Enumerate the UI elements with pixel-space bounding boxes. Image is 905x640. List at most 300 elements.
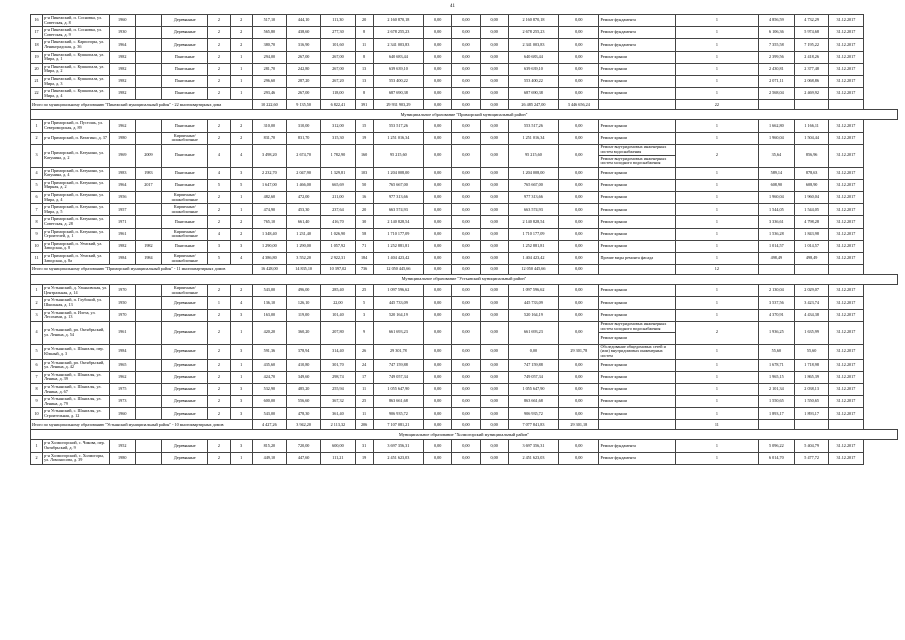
cell-p: 20 [355, 204, 373, 216]
table-row [31, 15, 898, 27]
cell-v2: 0,00 [424, 371, 452, 383]
repair-type-item: Ремонт внутридомовых инженерных систем холодного водоснабжения [600, 155, 667, 166]
cell-f: 5 [208, 253, 230, 265]
cell-v6: 0,00 [559, 88, 599, 100]
cell-v3: 0,00 [452, 167, 480, 179]
total-empty [829, 420, 863, 430]
cell-year2 [135, 63, 161, 75]
cell-deadline: 31.12.2017 [829, 321, 863, 344]
cell-v1: 2 678 255,23 [373, 27, 423, 39]
cell-a2: 444,10 [287, 15, 321, 27]
cell-a3: 314,40 [321, 344, 355, 359]
total-empty [795, 420, 829, 430]
cell-p: 58 [355, 228, 373, 240]
cell-v2: 0,00 [424, 63, 452, 75]
cell-mat: Деревянные [162, 359, 208, 371]
row-number: 10 [31, 408, 43, 420]
cell-year: 1971 [109, 216, 135, 228]
cell-count: 1 [676, 228, 759, 240]
cell-v5: 1 710 177,09 [508, 228, 558, 240]
cell-mat: Кирпичные/ шлакоблочные [162, 253, 208, 265]
cell-mat: Панельные [162, 63, 208, 75]
cell-mat: Деревянные [162, 39, 208, 51]
cell-a1: 163,00 [252, 309, 286, 321]
cell-v6: 0,00 [559, 452, 599, 464]
cell-a3: 267,20 [321, 75, 355, 87]
cell-deadline: 31.12.2017 [829, 309, 863, 321]
cell-year: 1961 [109, 321, 135, 344]
address-cell: р-н Пинежский, с. Кушкопала, ул. Мира, д. 3 [43, 75, 110, 87]
total-a3: 2 113,32 [321, 420, 355, 430]
cell-a1: 765,10 [252, 216, 286, 228]
table-row [31, 120, 898, 132]
cell-v2: 0,00 [424, 192, 452, 204]
cell-cost-per-m2: 1 662,80 [758, 120, 794, 132]
cell-v1: 1 097 596,62 [373, 285, 423, 297]
cell-p: 50 [355, 179, 373, 191]
cell-v5: 2 160 870,18 [508, 15, 558, 27]
cell-v2: 0,00 [424, 15, 452, 27]
cell-v6: 0,00 [559, 63, 599, 75]
cell-a3: 416,70 [321, 216, 355, 228]
cell-a1: 482,60 [252, 192, 286, 204]
cell-f: 2 [208, 285, 230, 297]
repair-type-cell: Прочие виды ремонта фасада [599, 253, 676, 265]
cell-cost-per-m2: 2 071,11 [758, 75, 794, 87]
cell-v3: 0,00 [452, 132, 480, 144]
cell-deadline: 31.12.2017 [829, 63, 863, 75]
cell-p: 24 [355, 359, 373, 371]
cell-year2 [135, 408, 161, 420]
cell-v1: 1 710 177,09 [373, 228, 423, 240]
cell-mat: Деревянные [162, 321, 208, 344]
cell-v6: 0,00 [559, 253, 599, 265]
table-row [31, 452, 898, 464]
cell-e: 4 [230, 144, 252, 167]
cell-year: 1982 [109, 240, 135, 252]
cell-year: 1980 [109, 452, 135, 464]
cell-a1: 600,00 [252, 396, 286, 408]
cell-mat: Панельные [162, 75, 208, 87]
table-row [31, 51, 898, 63]
cell-v4: 0,00 [480, 132, 508, 144]
cell-max-cost-per-m2: 3 423,74 [795, 297, 829, 309]
cell-cost-per-m2: 1 536,28 [758, 228, 794, 240]
cell-e: 3 [230, 396, 252, 408]
cell-v1: 639 639,10 [373, 63, 423, 75]
cell-v3: 0,00 [452, 344, 480, 359]
row-number: 2 [31, 297, 43, 309]
cell-count: 1 [676, 452, 759, 464]
cell-a3: 1 782,90 [321, 144, 355, 167]
cell-v1: 2 451 623,03 [373, 452, 423, 464]
cell-p: 160 [355, 144, 373, 167]
cell-year: 1982 [109, 51, 135, 63]
cell-p: 8 [355, 27, 373, 39]
cell-cost-per-m2: 1 960,04 [758, 192, 794, 204]
repair-type-item: Ремонт крыши [600, 335, 627, 341]
cell-v3: 0,00 [452, 240, 480, 252]
row-number: 11 [31, 253, 43, 265]
cell-v5: 749 057,34 [508, 371, 558, 383]
cell-f: 2 [208, 63, 230, 75]
cell-a1: 591,36 [252, 344, 286, 359]
cell-cost-per-m2: 4 370,91 [758, 309, 794, 321]
cell-a2: 453,30 [287, 204, 321, 216]
cell-mat: Панельные [162, 167, 208, 179]
address-cell: р-н Устьянский, с. Шангалы, ул. Ленина, д. 39 [43, 371, 110, 383]
cell-f: 2 [208, 51, 230, 63]
total-v3: 0,00 [452, 265, 480, 275]
cell-p: 20 [355, 15, 373, 27]
cell-max-cost-per-m2: 5 974,68 [795, 27, 829, 39]
cell-year: 1973 [109, 396, 135, 408]
cell-v6: 0,00 [559, 285, 599, 297]
cell-p: 31 [355, 440, 373, 452]
total-row [31, 265, 898, 275]
repair-type-cell: Ремонт крыши [599, 167, 676, 179]
cell-v1: 687 690,38 [373, 88, 423, 100]
cell-v3: 0,00 [452, 63, 480, 75]
cell-a3: 1 057,92 [321, 240, 355, 252]
address-cell: р-н Холмогорский, с. Чикова, пер. Октябрьский, д. 9 [43, 440, 110, 452]
cell-v4: 0,00 [480, 88, 508, 100]
cell-f: 2 [208, 192, 230, 204]
table-row [31, 309, 898, 321]
cell-e: 4 [230, 297, 252, 309]
cell-year2 [135, 39, 161, 51]
cell-e: 2 [230, 228, 252, 240]
cell-p: 17 [355, 371, 373, 383]
cell-v5: 0,00 [508, 344, 558, 359]
cell-mat: Панельные [162, 240, 208, 252]
cell-v5: 906 935,72 [508, 408, 558, 420]
cell-max-cost-per-m2: 4 798,28 [795, 216, 829, 228]
cell-year2 [135, 285, 161, 297]
cell-max-cost-per-m2: 7 195,22 [795, 39, 829, 51]
cell-cost-per-m2: 608,90 [758, 179, 794, 191]
repair-type-cell: Ремонт крыши [599, 75, 676, 87]
cell-max-cost-per-m2: 1 550,65 [795, 396, 829, 408]
row-number: 1 [31, 440, 43, 452]
cell-v4: 0,00 [480, 359, 508, 371]
address-cell: р-н Приморский, п. Катунино, ул. Мирная, д. 2 [43, 179, 110, 191]
cell-f: 2 [208, 216, 230, 228]
repair-type-cell: Ремонт крыши [599, 297, 676, 309]
total-v2: 0,00 [424, 420, 452, 430]
cell-max-cost-per-m2: 2 418,26 [795, 51, 829, 63]
cell-v1: 749 057,34 [373, 371, 423, 383]
cell-v4: 0,00 [480, 144, 508, 167]
total-row [31, 420, 898, 430]
cell-max-cost-per-m2: 1 960,04 [795, 192, 829, 204]
address-cell: р-н Приморский, п. Катунино, ул. Мира, д. 5 [43, 204, 110, 216]
section-header [31, 110, 898, 120]
cell-p: 8 [355, 88, 373, 100]
cell-p: 11 [355, 383, 373, 395]
table-row [31, 440, 898, 452]
repair-type-cell: Ремонт крыши [599, 228, 676, 240]
cell-v5: 1 204 008,00 [508, 167, 558, 179]
cell-deadline: 31.12.2017 [829, 192, 863, 204]
total-empty [599, 420, 676, 430]
cell-v4: 0,00 [480, 216, 508, 228]
cell-v2: 0,00 [424, 88, 452, 100]
cell-deadline: 31.12.2017 [829, 408, 863, 420]
cell-v5: 1 097 596,62 [508, 285, 558, 297]
cell-cost-per-m2: 35,64 [758, 144, 794, 167]
row-number: 16 [31, 15, 43, 27]
table-row [31, 344, 898, 359]
total-v5: 7 077 841,83 [508, 420, 558, 430]
cell-p: 16 [355, 192, 373, 204]
cell-a2: 242,80 [287, 63, 321, 75]
address-cell: р-н Холмогорский, с. Холмогоры, ул. Ломоносова, д. 39 [43, 452, 110, 464]
cell-v1: 1 055 647,90 [373, 383, 423, 395]
cell-p: 30 [355, 216, 373, 228]
cell-max-cost-per-m2: 5 477,72 [795, 452, 829, 464]
cell-v6: 0,00 [559, 408, 599, 420]
cell-a1: 293,46 [252, 88, 286, 100]
cell-a3: 255,94 [321, 383, 355, 395]
cell-v6: 0,00 [559, 297, 599, 309]
cell-v4: 0,00 [480, 452, 508, 464]
cell-year2 [135, 309, 161, 321]
total-label: Итого по муниципальному образованию "Устьянский муниципальный район" - 10 многоквартирных домов [31, 420, 253, 430]
row-number: 18 [31, 39, 43, 51]
cell-f: 2 [208, 132, 230, 144]
cell-v2: 0,00 [424, 204, 452, 216]
cell-max-cost-per-m2: 856,96 [795, 144, 829, 167]
cell-count: 1 [676, 179, 759, 191]
cell-v5: 1 251 016,34 [508, 132, 558, 144]
cell-v6: 0,00 [559, 179, 599, 191]
cell-v4: 0,00 [480, 240, 508, 252]
cell-v3: 0,00 [452, 39, 480, 51]
cell-deadline: 31.12.2017 [829, 179, 863, 191]
cell-count: 1 [676, 359, 759, 371]
row-number: 8 [31, 216, 43, 228]
cell-max-cost-per-m2: 4 434,38 [795, 309, 829, 321]
cell-f: 2 [208, 452, 230, 464]
cell-year: 1984 [109, 344, 135, 359]
cell-v5: 1 404 423,42 [508, 253, 558, 265]
cell-cost-per-m2: 1 014,57 [758, 240, 794, 252]
total-a2: 9 135,50 [287, 100, 321, 110]
cell-v6: 0,00 [559, 132, 599, 144]
cell-mat: Деревянные [162, 452, 208, 464]
cell-e: 1 [230, 51, 252, 63]
cell-year: 1962 [109, 371, 135, 383]
cell-v3: 0,00 [452, 216, 480, 228]
cell-f: 2 [208, 15, 230, 27]
cell-max-cost-per-m2: 55,60 [795, 344, 829, 359]
cell-count: 1 [676, 88, 759, 100]
address-cell: р-н Пинежский, п. Сосновка, ул. Советская, д. 8 [43, 15, 110, 27]
table-row [31, 179, 898, 191]
cell-a2: 310,00 [287, 120, 321, 132]
cell-a3: 22,00 [321, 297, 355, 309]
cell-deadline: 31.12.2017 [829, 344, 863, 359]
cell-max-cost-per-m2: 2 038,13 [795, 383, 829, 395]
cell-count: 1 [676, 309, 759, 321]
cell-v2: 0,00 [424, 359, 452, 371]
cell-e: 2 [230, 27, 252, 39]
cell-v5: 661 693,23 [508, 321, 558, 344]
cell-v5: 553 400,22 [508, 75, 558, 87]
row-number: 4 [31, 167, 43, 179]
cell-year2 [135, 228, 161, 240]
cell-mat: Панельные [162, 120, 208, 132]
total-empty [758, 265, 794, 275]
cell-v2: 0,00 [424, 440, 452, 452]
cell-v4: 0,00 [480, 383, 508, 395]
cell-p: 3 [355, 309, 373, 321]
total-v2: 0,00 [424, 100, 452, 110]
table-row [31, 359, 898, 371]
cell-year2 [135, 27, 161, 39]
cell-max-cost-per-m2: 5 404,79 [795, 440, 829, 452]
total-v1: 7 107 081,21 [373, 420, 423, 430]
cell-v3: 0,00 [452, 120, 480, 132]
cell-deadline: 31.12.2017 [829, 440, 863, 452]
cell-count: 1 [676, 440, 759, 452]
cell-v6: 0,00 [559, 228, 599, 240]
cell-year: 1980 [109, 132, 135, 144]
repair-type-cell: Ремонт крыши [599, 383, 676, 395]
cell-cost-per-m2: 2 399,56 [758, 51, 794, 63]
cell-v5: 747 159,88 [508, 359, 558, 371]
cell-p: 13 [355, 63, 373, 75]
cell-v4: 0,00 [480, 120, 508, 132]
cell-v1: 661 693,23 [373, 321, 423, 344]
cell-e: 3 [230, 408, 252, 420]
table-row [31, 39, 898, 51]
cell-year: 1984 [109, 253, 135, 265]
cell-p: 184 [355, 253, 373, 265]
cell-v2: 0,00 [424, 179, 452, 191]
cell-a1: 474,90 [252, 204, 286, 216]
cell-year2 [135, 321, 161, 344]
cell-v6: 0,00 [559, 120, 599, 132]
cell-v2: 0,00 [424, 452, 452, 464]
table-row [31, 228, 898, 240]
table-row [31, 240, 898, 252]
cell-v5: 1 252 881,81 [508, 240, 558, 252]
cell-f: 2 [208, 120, 230, 132]
table-row [31, 63, 898, 75]
row-number: 5 [31, 344, 43, 359]
cell-v6: 0,00 [559, 216, 599, 228]
cell-v1: 863 661,68 [373, 396, 423, 408]
cell-p: 15 [355, 120, 373, 132]
cell-deadline: 31.12.2017 [829, 216, 863, 228]
cell-v5: 640 683,44 [508, 51, 558, 63]
cell-mat: Панельные [162, 51, 208, 63]
repair-type-cell: Ремонт крыши [599, 88, 676, 100]
total-empty [758, 420, 794, 430]
cell-a1: 296,60 [252, 75, 286, 87]
table-row [31, 192, 898, 204]
cell-e: 3 [230, 440, 252, 452]
cell-count: 1 [676, 408, 759, 420]
repair-type-cell: Ремонт крыши [599, 51, 676, 63]
cell-a3: 111,30 [321, 15, 355, 27]
cell-a2: 1 290,00 [287, 240, 321, 252]
cell-e: 3 [230, 344, 252, 359]
cell-v1: 747 159,88 [373, 359, 423, 371]
repair-type-cell: Ремонт крыши [599, 240, 676, 252]
cell-v1: 1 204 008,00 [373, 167, 423, 179]
cell-mat: Деревянные [162, 383, 208, 395]
cell-v1: 1 252 881,81 [373, 240, 423, 252]
cell-cost-per-m2: 2 568,04 [758, 88, 794, 100]
cell-a1: 310,00 [252, 120, 286, 132]
section-title: Муниципальное образование "Холмогорский муниципальный район" [31, 430, 898, 440]
cell-count: 1 [676, 240, 759, 252]
cell-p: 11 [355, 39, 373, 51]
cell-mat: Деревянные [162, 408, 208, 420]
cell-count: 1 [676, 216, 759, 228]
cell-year2 [135, 440, 161, 452]
row-number: 3 [31, 309, 43, 321]
cell-mat: Панельные [162, 88, 208, 100]
cell-v2: 0,00 [424, 51, 452, 63]
cell-v5: 765 667,00 [508, 179, 558, 191]
cell-v1: 520 164,19 [373, 309, 423, 321]
table-row [31, 88, 898, 100]
cell-a3: 2 922,31 [321, 253, 355, 265]
cell-f: 2 [208, 408, 230, 420]
repair-type-cell [599, 144, 676, 167]
cell-max-cost-per-m2: 2 029,07 [795, 285, 829, 297]
total-empty [829, 100, 863, 110]
row-number: 19 [31, 51, 43, 63]
cell-count: 2 [676, 321, 759, 344]
total-v4: 0,00 [480, 420, 508, 430]
cell-e: 1 [230, 359, 252, 371]
cell-a1: 2 232,70 [252, 167, 286, 179]
cell-v1: 2 160 870,18 [373, 15, 423, 27]
row-number: 6 [31, 359, 43, 371]
cell-count: 1 [676, 204, 759, 216]
cell-v5: 863 661,68 [508, 396, 558, 408]
cell-e: 1 [230, 371, 252, 383]
cell-a2: 2 674,70 [287, 144, 321, 167]
repair-type-cell: Ремонт крыши [599, 63, 676, 75]
cell-f: 2 [208, 344, 230, 359]
cell-a3: 600,00 [321, 440, 355, 452]
cell-v6: 0,00 [559, 51, 599, 63]
cell-a3: 277,30 [321, 27, 355, 39]
cell-v3: 0,00 [452, 253, 480, 265]
cell-mat: Деревянные [162, 309, 208, 321]
cell-count: 1 [676, 167, 759, 179]
row-number: 9 [31, 228, 43, 240]
table-row [31, 132, 898, 144]
cell-year2 [135, 204, 161, 216]
cell-mat: Деревянные [162, 396, 208, 408]
repair-type-cell: Обследование общедомовых сетей и (или) внутридомовых инженерных систем [599, 344, 676, 359]
row-number: 7 [31, 371, 43, 383]
cell-cost-per-m2: 1 550,65 [758, 396, 794, 408]
cell-v3: 0,00 [452, 408, 480, 420]
cell-year: 1970 [109, 285, 135, 297]
cell-year2 [135, 15, 161, 27]
cell-max-cost-per-m2: 878,63 [795, 167, 829, 179]
cell-cost-per-m2: 7 355,58 [758, 39, 794, 51]
cell-v6: 0,00 [559, 309, 599, 321]
